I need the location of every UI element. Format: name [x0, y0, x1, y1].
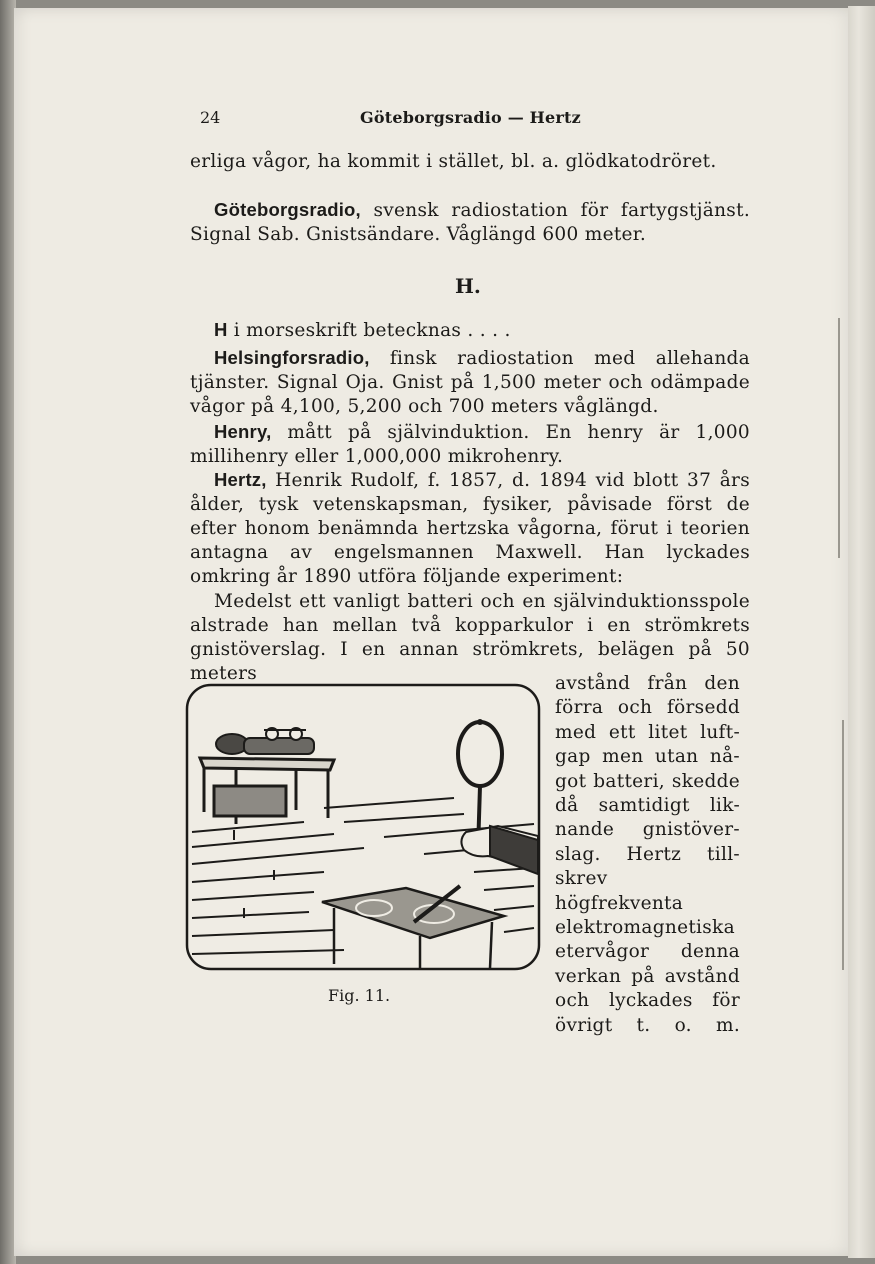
side-line: nande gnistöver-: [555, 819, 740, 841]
paragraph-text: Medelst ett vanligt batteri och en självinduktionsspole alstrade han mellan två kopparkulor i en strömkrets gnistöverslag. I en annan strömkrets, belägen på 50 meters: [190, 591, 750, 684]
page-fold-mark: [838, 318, 840, 558]
figure-side-text: [555, 672, 740, 1038]
entry-term: Helsingforsradio,: [214, 347, 370, 368]
side-line: övrigt t. o. m.: [555, 1014, 740, 1036]
entry-hertz: [190, 468, 750, 589]
side-line: etervågor denna: [555, 941, 740, 963]
entry-term: Hertz,: [214, 469, 267, 490]
entry-body: Henrik Rudolf, f. 1857, d. 1894 vid blott 37 års ålder, tysk vetenskapsman, fysiker, påvisade först de efter honom benämnda hertzska vågorna, förut i teorien antagna av engelsmannen Maxwell. Han lyckades omkring år 1890 utföra följande experiment:: [190, 470, 750, 587]
hertz-experiment-illustration: [184, 682, 542, 972]
side-line: då samtidigt lik-: [555, 795, 740, 817]
side-line: got batteri, skedde: [555, 770, 740, 792]
figure-caption: Fig. 11.: [328, 986, 391, 1005]
paragraph-continuation: [190, 150, 750, 174]
side-line: verkan på avstånd: [555, 965, 740, 987]
side-line: förra och försedd: [555, 697, 740, 719]
entry-term: Henry,: [214, 421, 272, 442]
page-fold-mark: [842, 720, 844, 970]
entry-term: Göteborgsradio,: [214, 199, 361, 220]
section-heading: H.: [455, 274, 481, 298]
page-number: 24: [200, 108, 221, 127]
running-head: Göteborgsradio — Hertz: [360, 108, 581, 127]
side-line: skrev högfrekventa: [555, 868, 684, 914]
side-line: med ett litet luft-: [555, 721, 740, 743]
entry-body: finsk radiostation med allehanda tjänster. Signal Oja. Gnist på 1,500 meter och odämpade vågor på 4,100, 5,200 och 700 meters våglängd.: [190, 348, 750, 417]
entry-h: [190, 318, 750, 343]
entry-henry: [190, 420, 750, 469]
side-line: gap men utan nå-: [555, 746, 740, 768]
side-line: avstånd från den: [555, 673, 740, 694]
side-line: slag. Hertz till-: [555, 843, 740, 865]
entry-term: H: [214, 319, 228, 340]
side-line: och lyckades för: [555, 990, 740, 1012]
entry-body: svensk radiostation för fartygstjänst. Signal Sab. Gnistsändare. Våglängd 600 meter.: [190, 200, 750, 245]
entry-body: i morseskrift betecknas . . . .: [227, 320, 511, 341]
page-header: [200, 108, 590, 132]
paragraph-text: erliga vågor, ha kommit i stället, bl. a. glödkatodröret.: [190, 151, 717, 172]
side-line: elektromagnetiska: [555, 917, 735, 939]
entry-goteborgsradio: [190, 198, 750, 247]
entry-body: mått på självinduktion. En henry är 1,000 millihenry eller 1,000,000 mikrohenry.: [190, 422, 750, 467]
entry-helsingforsradio: [190, 346, 750, 419]
page-edge: [848, 6, 875, 1258]
